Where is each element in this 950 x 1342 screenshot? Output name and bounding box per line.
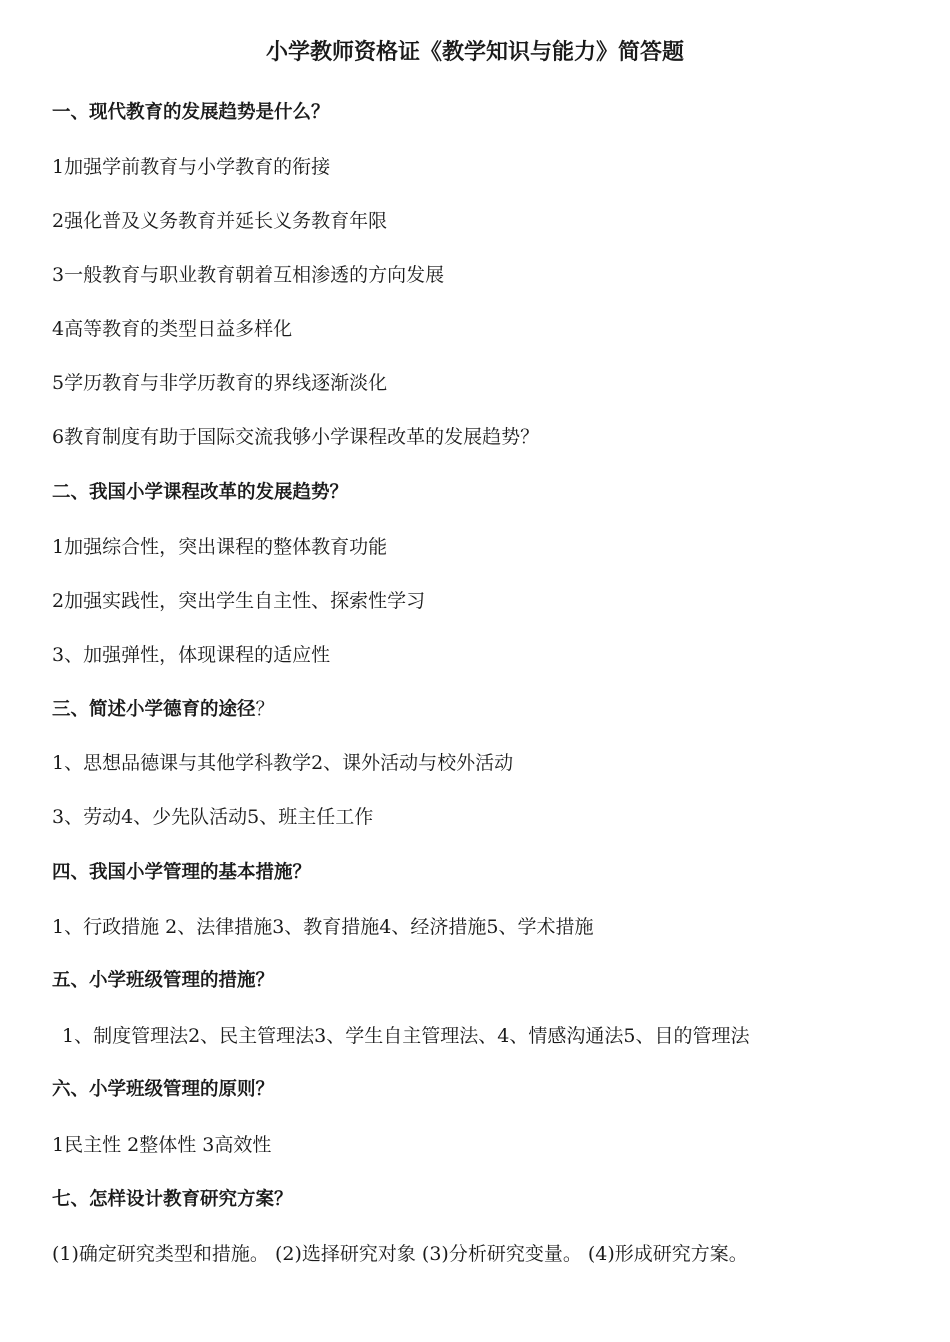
section-2-item-3: 3、加强弹性，体现课程的适应性 [52, 644, 331, 666]
section-5-item-1: 1、制度管理法2、民主管理法3、学生自主管理法、4、情感沟通法5、目的管理法 [62, 1025, 750, 1047]
section-7-item-1: (1)确定研究类型和措施。 (2)选择研究对象 (3)分析研究变量。 (4)形成研究方案。 [52, 1243, 748, 1265]
section-1-item-5: 5学历教育与非学历教育的界线逐渐淡化 [52, 372, 388, 394]
section-6-heading: 六、小学班级管理的原则？ [52, 1079, 275, 1100]
section-3-heading-mark: ？ [255, 698, 275, 720]
section-2-heading: 二、我国小学课程改革的发展趋势？ [52, 482, 349, 503]
section-3-heading [52, 692, 275, 727]
section-3-item-2: 3、劳动4、少先队活动5、班主任工作 [52, 806, 374, 828]
section-1-item-2: 2强化普及义务教育并延长义务教育年限 [52, 210, 388, 232]
section-4-item-1: 1、行政措施 2、法律措施3、教育措施4、经济措施5、学术措施 [52, 916, 594, 938]
section-5-heading: 五、小学班级管理的措施？ [52, 970, 275, 991]
section-3-item-1: 1、思想品德课与其他学科教学2、课外活动与校外活动 [52, 752, 514, 774]
section-2-item-1: 1加强综合性，突出课程的整体教育功能 [52, 536, 388, 558]
section-1-item-1: 1加强学前教育与小学教育的衔接 [52, 156, 331, 178]
section-4-heading: 四、我国小学管理的基本措施？ [52, 862, 312, 883]
section-1-heading: 一、现代教育的发展趋势是什么？ [52, 102, 330, 123]
document-title: 小学教师资格证《教学知识与能力》简答题 [265, 40, 684, 65]
section-7-heading: 七、怎样设计教育研究方案？ [52, 1189, 293, 1210]
section-3-heading-text: 三、简述小学德育的途径 [52, 699, 256, 720]
section-2-item-2: 2加强实践性，突出学生自主性、探索性学习 [52, 590, 426, 612]
section-1-item-3: 3一般教育与职业教育朝着互相渗透的方向发展 [52, 264, 445, 286]
section-1-item-6: 6教育制度有助于国际交流我够小学课程改革的发展趋势？ [52, 426, 540, 448]
section-1-item-4: 4高等教育的类型日益多样化 [52, 318, 293, 340]
section-6-item-1: 1民主性 2整体性 3高效性 [52, 1134, 272, 1156]
